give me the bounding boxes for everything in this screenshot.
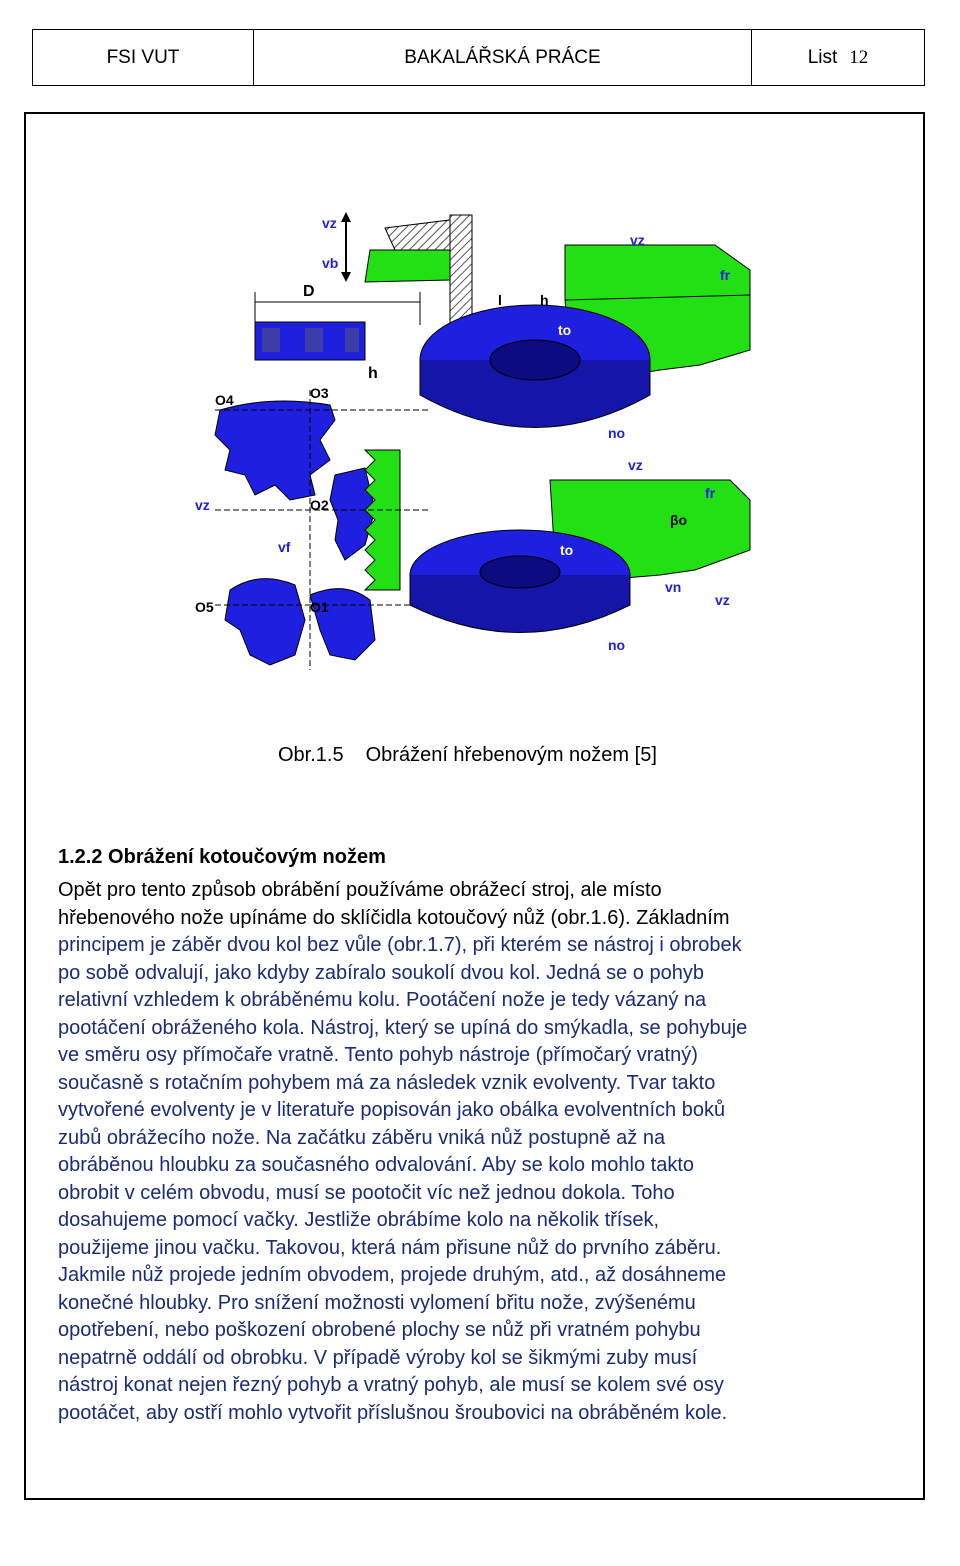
label-beta: βo [670,512,688,528]
cutter-3d-bottom [410,530,630,633]
page-header [32,29,925,86]
label-o3: O3 [310,385,329,401]
paragraph-line: současně s rotačním pohybem má za následek vznik evolventy. Tvar takto [58,1071,716,1094]
caption-number: Obr.1.5 [278,744,344,766]
label-fr-top: fr [720,267,731,283]
dimension-d [255,292,420,325]
label-no-bottom: no [608,637,626,653]
caption-text: Obrážení hřebenovým nožem [5] [365,744,657,766]
gear-segments [215,401,375,665]
label-vz-right-bottom: vz [628,457,643,473]
paragraph-line: použijeme jinou vačku. Takovou, která nám přisune nůž do prvního záběru. [58,1236,722,1259]
label-vf-left: vf [278,539,291,555]
figure-caption [278,744,657,767]
header-page-number [752,30,924,85]
paragraph-line: ve směru osy přímočaře vratně. Tento pohyb nástroje (přímočarý vratný) [58,1044,698,1066]
label-vn: vn [665,579,682,595]
label-vf-bottom: vf [455,555,468,571]
paragraph-line: nástroj konat nejen řezný pohyb a vratný pohyb, ale musí se kolem své osy [58,1374,724,1396]
tool-holder-section [341,212,472,325]
gear-shaping-figure [170,200,760,680]
section-heading: 1.2.2 Obrážení kotoučovým nožem [58,846,386,868]
paragraph-line: Jakmile nůž projede jedním obvodem, projede druhým, atd., až dosáhneme [58,1264,727,1286]
paragraph-line: po sobě odvalují, jako kdyby zabíralo soukolí dvou kol. Jedná se o pohyb [58,961,704,984]
paragraph-line: Opět pro tento způsob obrábění používáme obrážecí stroj, ale místo [58,879,662,901]
paragraph-line: pootáčení obráženého kola. Nástroj, který se upíná do smýkadla, se pohybuje [58,1016,748,1039]
label-o5: O5 [195,599,214,615]
paragraph-line: zubů obrážecího nože. Na začátku záběru vniká nůž postupně až na [58,1126,666,1149]
header-institution: FSI VUT [33,30,254,85]
paragraph-line: nepatrně oddálí od obrobku. V případě výroby kol se šikmými zuby musí [58,1346,698,1369]
label-h-top: h [540,292,549,308]
label-o2: O2 [310,497,329,513]
list-number: 12 [849,46,869,68]
paragraph-line: hřebenového nože upínáme do sklíčidla kotoučový nůž (obr.1.6). Základním [58,906,730,929]
label-vz-right-top: vz [630,232,645,248]
label-vb: vb [322,255,339,271]
paragraph-line: dosahujeme pomocí vačky. Jestliže obrábíme kolo na několik třísek, [58,1209,660,1231]
label-h-left: h [368,365,378,382]
paragraph-line: principem je záběr dvou kol bez vůle (obr.1.7), při kterém se nástroj i obrobek [58,934,742,956]
cutter-3d-top [420,305,650,428]
paragraph-line: obráběnou hloubku za současného odvalování. Aby se kolo mohlo takto [58,1154,694,1176]
label-to-top: to [558,322,572,338]
label-vz-top: vz [322,215,337,231]
label-vf-top: vf [452,332,465,348]
label-to-bottom: to [560,542,574,558]
body-paragraph [58,877,908,1427]
label-vz-diag: vz [715,592,730,608]
header-thesis-type: BAKALÁŘSKÁ PRÁCE [254,30,752,85]
paragraph-line: vytvořené evolventy je v literatuře popisován jako obálka evolventních boků [58,1099,726,1121]
paragraph-line: konečné hloubky. Pro snížení možnosti vylomení břitu nože, zvýšenému [58,1291,696,1314]
label-fr-bottom: fr [705,485,716,501]
paragraph-line: relativní vzhledem k obráběnému kolu. Pootáčení nože je tedy vázaný na [58,989,707,1011]
paragraph-line: obrobit v celém obvodu, musí se pootočit víc než jednou dokola. Toho [58,1181,675,1204]
label-o4: O4 [215,392,234,408]
label-l-top: l [498,292,502,308]
label-d: D [303,283,315,300]
paragraph-line: pootáčet, aby ostří mohlo vytvořit příslušnou šroubovici na obráběném kole. [58,1401,728,1424]
label-no-top: no [608,425,626,441]
paragraph-line: opotřebení, nebo poškození obrobené plochy se nůž při vratném pohybu [58,1319,701,1341]
label-o1: O1 [310,599,329,615]
list-label: List [807,46,838,68]
label-vz-left: vz [195,497,210,513]
